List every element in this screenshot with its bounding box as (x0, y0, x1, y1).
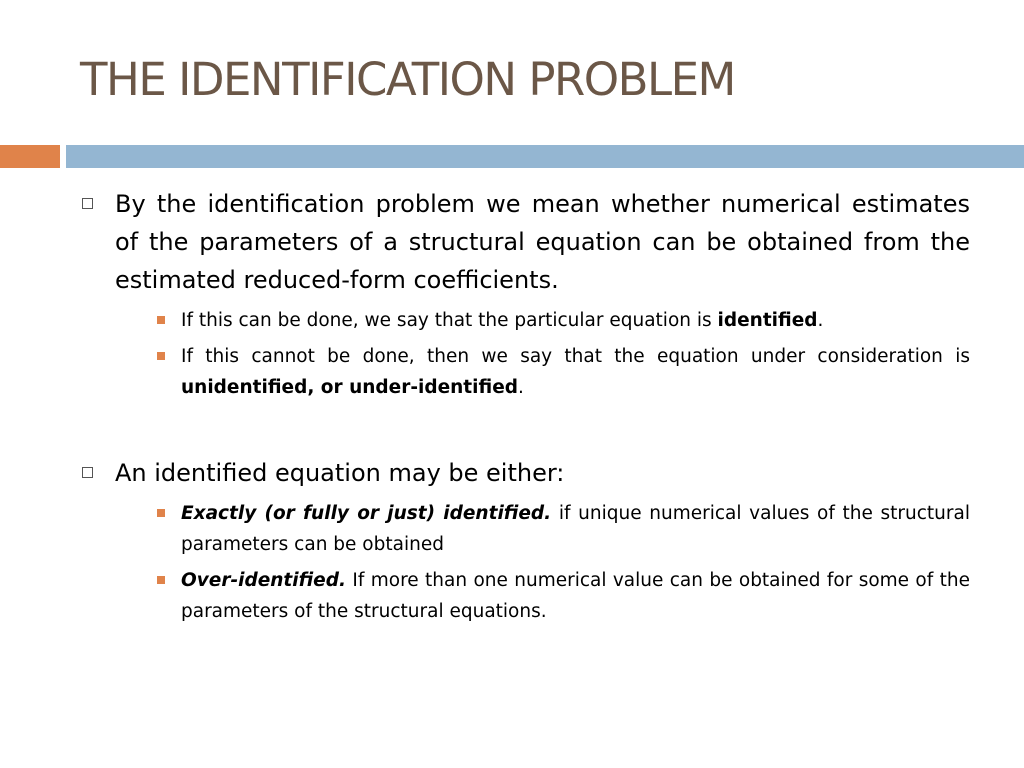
sub-bullet-over-identified (155, 565, 970, 627)
filled-square-bullet-icon (157, 352, 165, 360)
slide-body (82, 185, 970, 632)
square-outline-bullet-icon (82, 198, 93, 209)
filled-square-bullet-icon (157, 576, 165, 584)
sub-bullet-text: If more than one numerical value can be obtained for some of the parameters of the structural equations. (181, 570, 970, 622)
filled-square-bullet-icon (157, 316, 165, 324)
sub-bullet-suffix: . (817, 310, 824, 331)
bullet-text: An identified equation may be either: (115, 459, 565, 487)
sub-bullet-term: identified (717, 310, 818, 331)
sub-bullet-exactly-identified (155, 498, 970, 560)
bullet-identification-definition (82, 185, 970, 299)
filled-square-bullet-icon (157, 509, 165, 517)
sub-bullet-term: unidentified, or under-identified (181, 377, 518, 398)
sub-bullet-text: if unique numerical values of the structural parameters can be obtained (181, 503, 970, 555)
sub-bullet-unidentified (155, 341, 970, 403)
slide-title: THE IDENTIFICATION PROBLEM (80, 53, 735, 106)
sub-bullet-list (155, 305, 970, 403)
sub-bullet-identified (155, 305, 970, 336)
title-divider-bar (66, 145, 1024, 168)
title-accent-bar (0, 145, 60, 168)
bullet-identified-equation (82, 454, 970, 492)
sub-bullet-text: If this can be done, we say that the particular equation is (181, 310, 718, 331)
sub-bullet-term: Over-identified. (181, 570, 347, 591)
bullet-text: By the identification problem we mean whether numerical estimates of the parameters of a structural equation can be obtained from the estimated reduced-form coefficients. (115, 190, 970, 294)
sub-bullet-list (155, 498, 970, 627)
sub-bullet-term: Exactly (or fully or just) identified. (181, 503, 552, 524)
sub-bullet-text: If this cannot be done, then we say that the equation under consideration is (181, 346, 970, 367)
square-outline-bullet-icon (82, 467, 93, 478)
sub-bullet-suffix: . (518, 377, 524, 398)
